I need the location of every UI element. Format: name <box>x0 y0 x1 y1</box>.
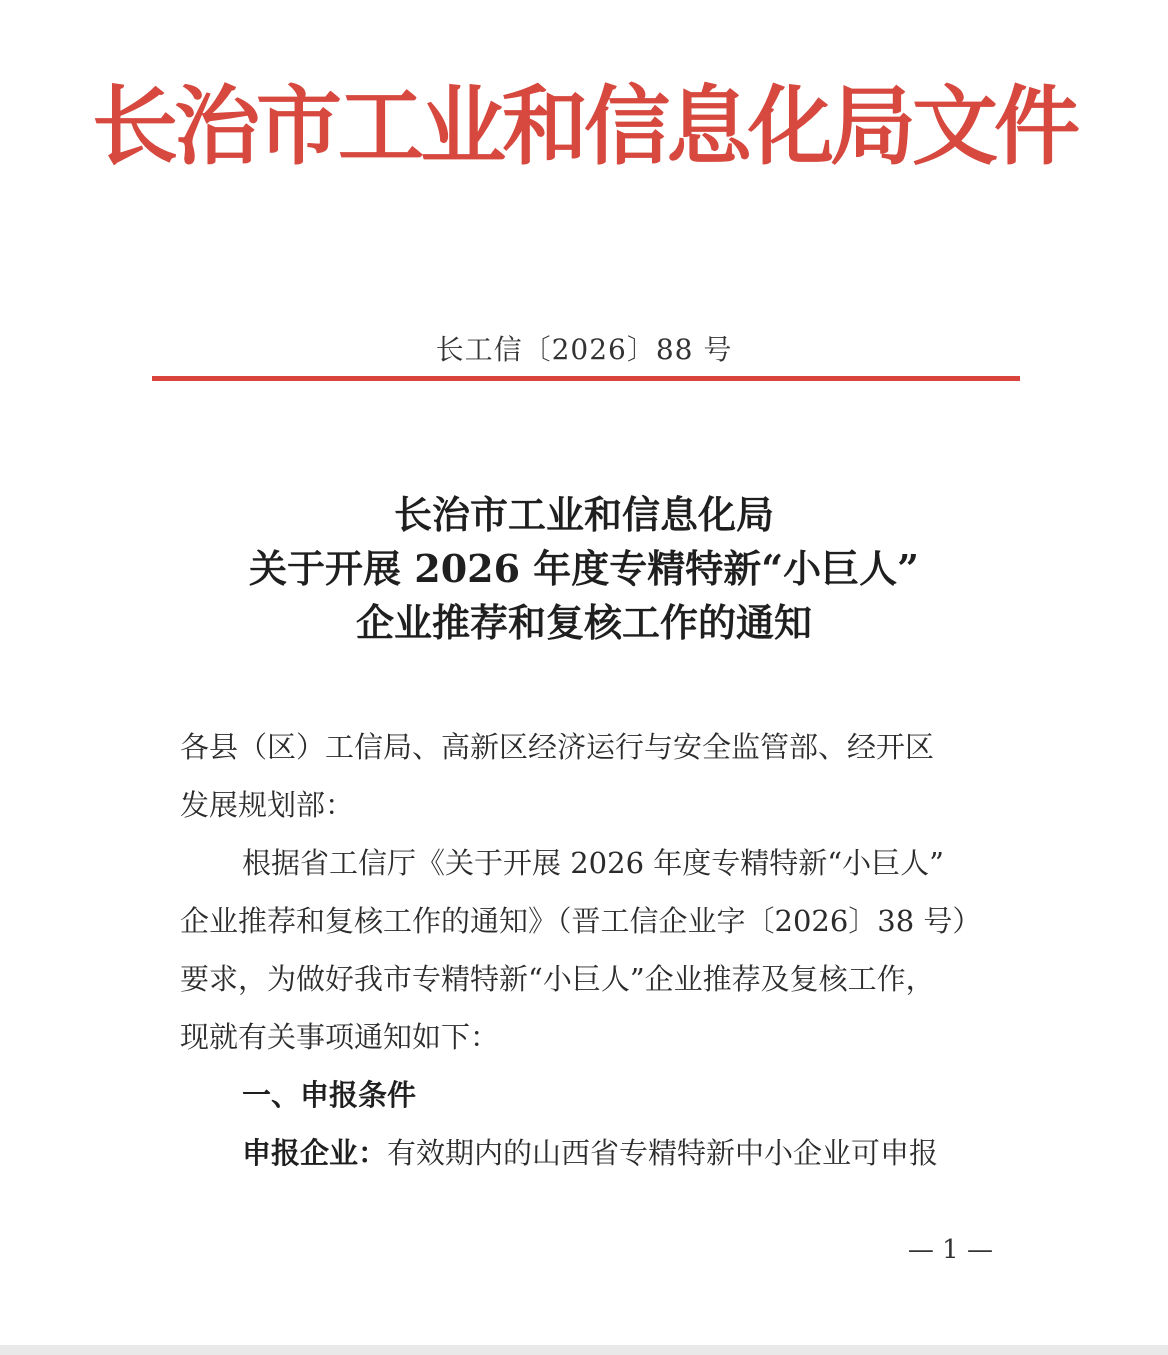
document-title <box>0 488 1168 650</box>
document-body <box>180 718 1000 1182</box>
paragraph-line: 根据省工信厅《关于开展 2026 年度专精特新“小巨人” <box>242 846 944 880</box>
title-line: 关于开展 2026 年度专精特新“小巨人” <box>249 546 919 591</box>
red-separator-line <box>152 376 1020 381</box>
section-text: 有效期内的山西省专精特新中小企业可申报 <box>387 1136 939 1170</box>
section-heading: 一、申报条件 <box>242 1078 417 1112</box>
paragraph-line: 要求，为做好我市专精特新“小巨人”企业推荐及复核工作， <box>180 962 935 996</box>
addressee-line: 发展规划部： <box>180 788 355 822</box>
addressee-line: 各县（区）工信局、高新区经济运行与安全监管部、经开区 <box>180 730 935 764</box>
document-number: 长工信〔2026〕88 号 <box>435 333 733 366</box>
section-paragraph <box>180 1124 1000 1182</box>
page-number: — 1 — <box>907 1235 993 1265</box>
title-line: 长治市工业和信息化局 <box>393 492 774 537</box>
section-lead: 申报企业： <box>242 1136 388 1170</box>
paragraph-line: 现就有关事项通知如下： <box>180 1020 500 1054</box>
paragraph-line: 企业推荐和复核工作的通知》（晋工信企业字〔2026〕38 号） <box>180 904 982 938</box>
title-line: 企业推荐和复核工作的通知 <box>355 600 812 645</box>
agency-header-title: 长治市工业和信息化局文件 <box>92 77 1076 177</box>
